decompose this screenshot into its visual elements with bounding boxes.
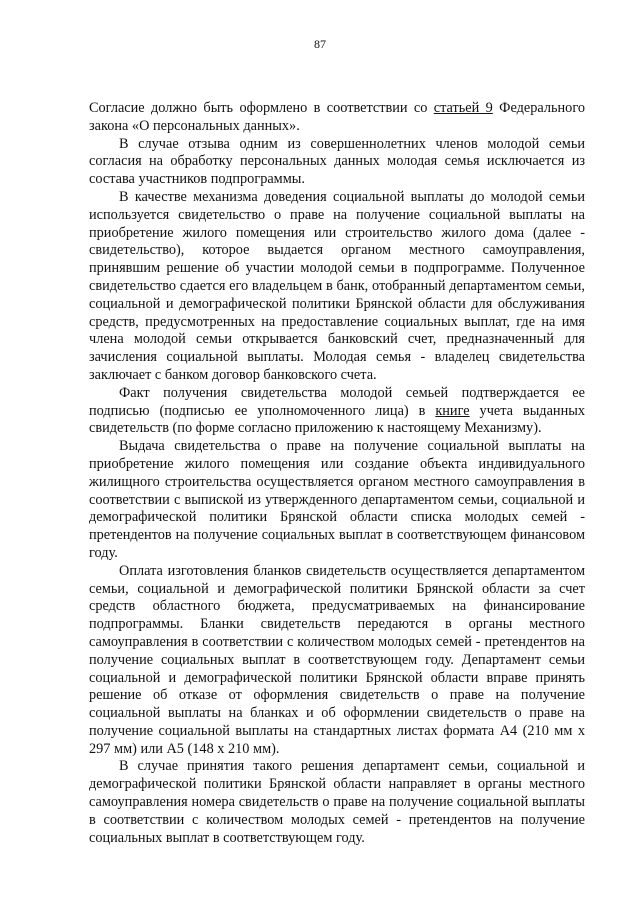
- paragraph: [89, 758, 585, 847]
- paragraph: [89, 563, 585, 759]
- paragraph-text: Оплата изготовления бланков свидетельств осуществляется департаментом семьи, социальной и демографической политики Брянской области за счет средств областного бюджета, предусматриваемых на финансирование подпрограммы. Бланки свидетельств передаются в органы местного самоуправления в соответствии с количеством молодых семей - претендентов на получение социальных выплат в соответствующем году. Департамент семьи социальной и демографической политики Брянской области вправе принять решение об отказе от оформления свидетельств о праве на получение социальной выплаты на бланках и об оформлении свидетельств о праве на получение социальной выплаты на стандартных листах формата А4 (210 мм x 297 мм) или А5 (148 x 210 мм).: [89, 562, 585, 757]
- document-link[interactable]: книге: [435, 402, 470, 419]
- paragraph: [89, 189, 585, 385]
- document-body: [89, 100, 585, 847]
- paragraph-text: В случае отзыва одним из совершеннолетних членов молодой семьи согласия на обработку персональных данных молодая семья исключается из состава участников подпрограммы.: [89, 135, 585, 188]
- paragraph-text: В случае принятия такого решения департамент семьи, социальной и демографической политики Брянской области направляет в органы местного самоуправления номера свидетельств о праве на получение социальной выплаты в соответствии с количеством молодых семей - претендентов на получение социальных выплат в соответствующем году.: [89, 758, 585, 846]
- paragraph: [89, 385, 585, 438]
- paragraph: [89, 438, 585, 563]
- paragraph: [89, 100, 585, 136]
- page-number: 87: [314, 37, 326, 51]
- paragraph-text: учета выданных свидетельств (по форме согласно приложению к настоящему Механизму).: [89, 402, 585, 437]
- document-link[interactable]: статьей 9: [433, 100, 493, 116]
- paragraph-text: Выдача свидетельства о праве на получение социальной выплаты на приобретение жилого помещения или создание объекта индивидуального жилищного строительства осуществляется органом местного самоуправления в соответствии с выпиской из утвержденного департаментом семьи, социальной и демографической политики Брянской области списка молодых семей - претендентов на получение социальных выплат в соответствующем финансовом году.: [89, 438, 585, 561]
- paragraph-text: Факт получения свидетельства молодой семьей подтверждается ее подписью (подписью ее уполномоченного лица) в: [89, 384, 585, 419]
- paragraph-text: В качестве механизма доведения социальной выплаты до молодой семьи используется свидетельство о праве на получение социальной выплаты на приобретение жилого помещения или строительство жилого дома (далее - свидетельство), которое выдается органом местного самоуправления, принявшим решение об участии молодой семьи в подпрограмме. Полученное свидетельство сдается его владельцем в банк, отобранный департаментом семьи, социальной и демографической политики Брянской области для обслуживания средств, предусмотренных на предоставление социальных выплат, где на имя члена молодой семьи открывается банковский счет, предназначенный для зачисления социальной выплаты. Молодая семья - владелец свидетельства заключает с банком договор банковского счета.: [89, 188, 585, 383]
- paragraph-text: Согласие должно быть оформлено в соответствии со: [89, 100, 434, 116]
- paragraph: [89, 136, 585, 189]
- paragraph-text: Федерального закона «О персональных данных».: [89, 100, 585, 134]
